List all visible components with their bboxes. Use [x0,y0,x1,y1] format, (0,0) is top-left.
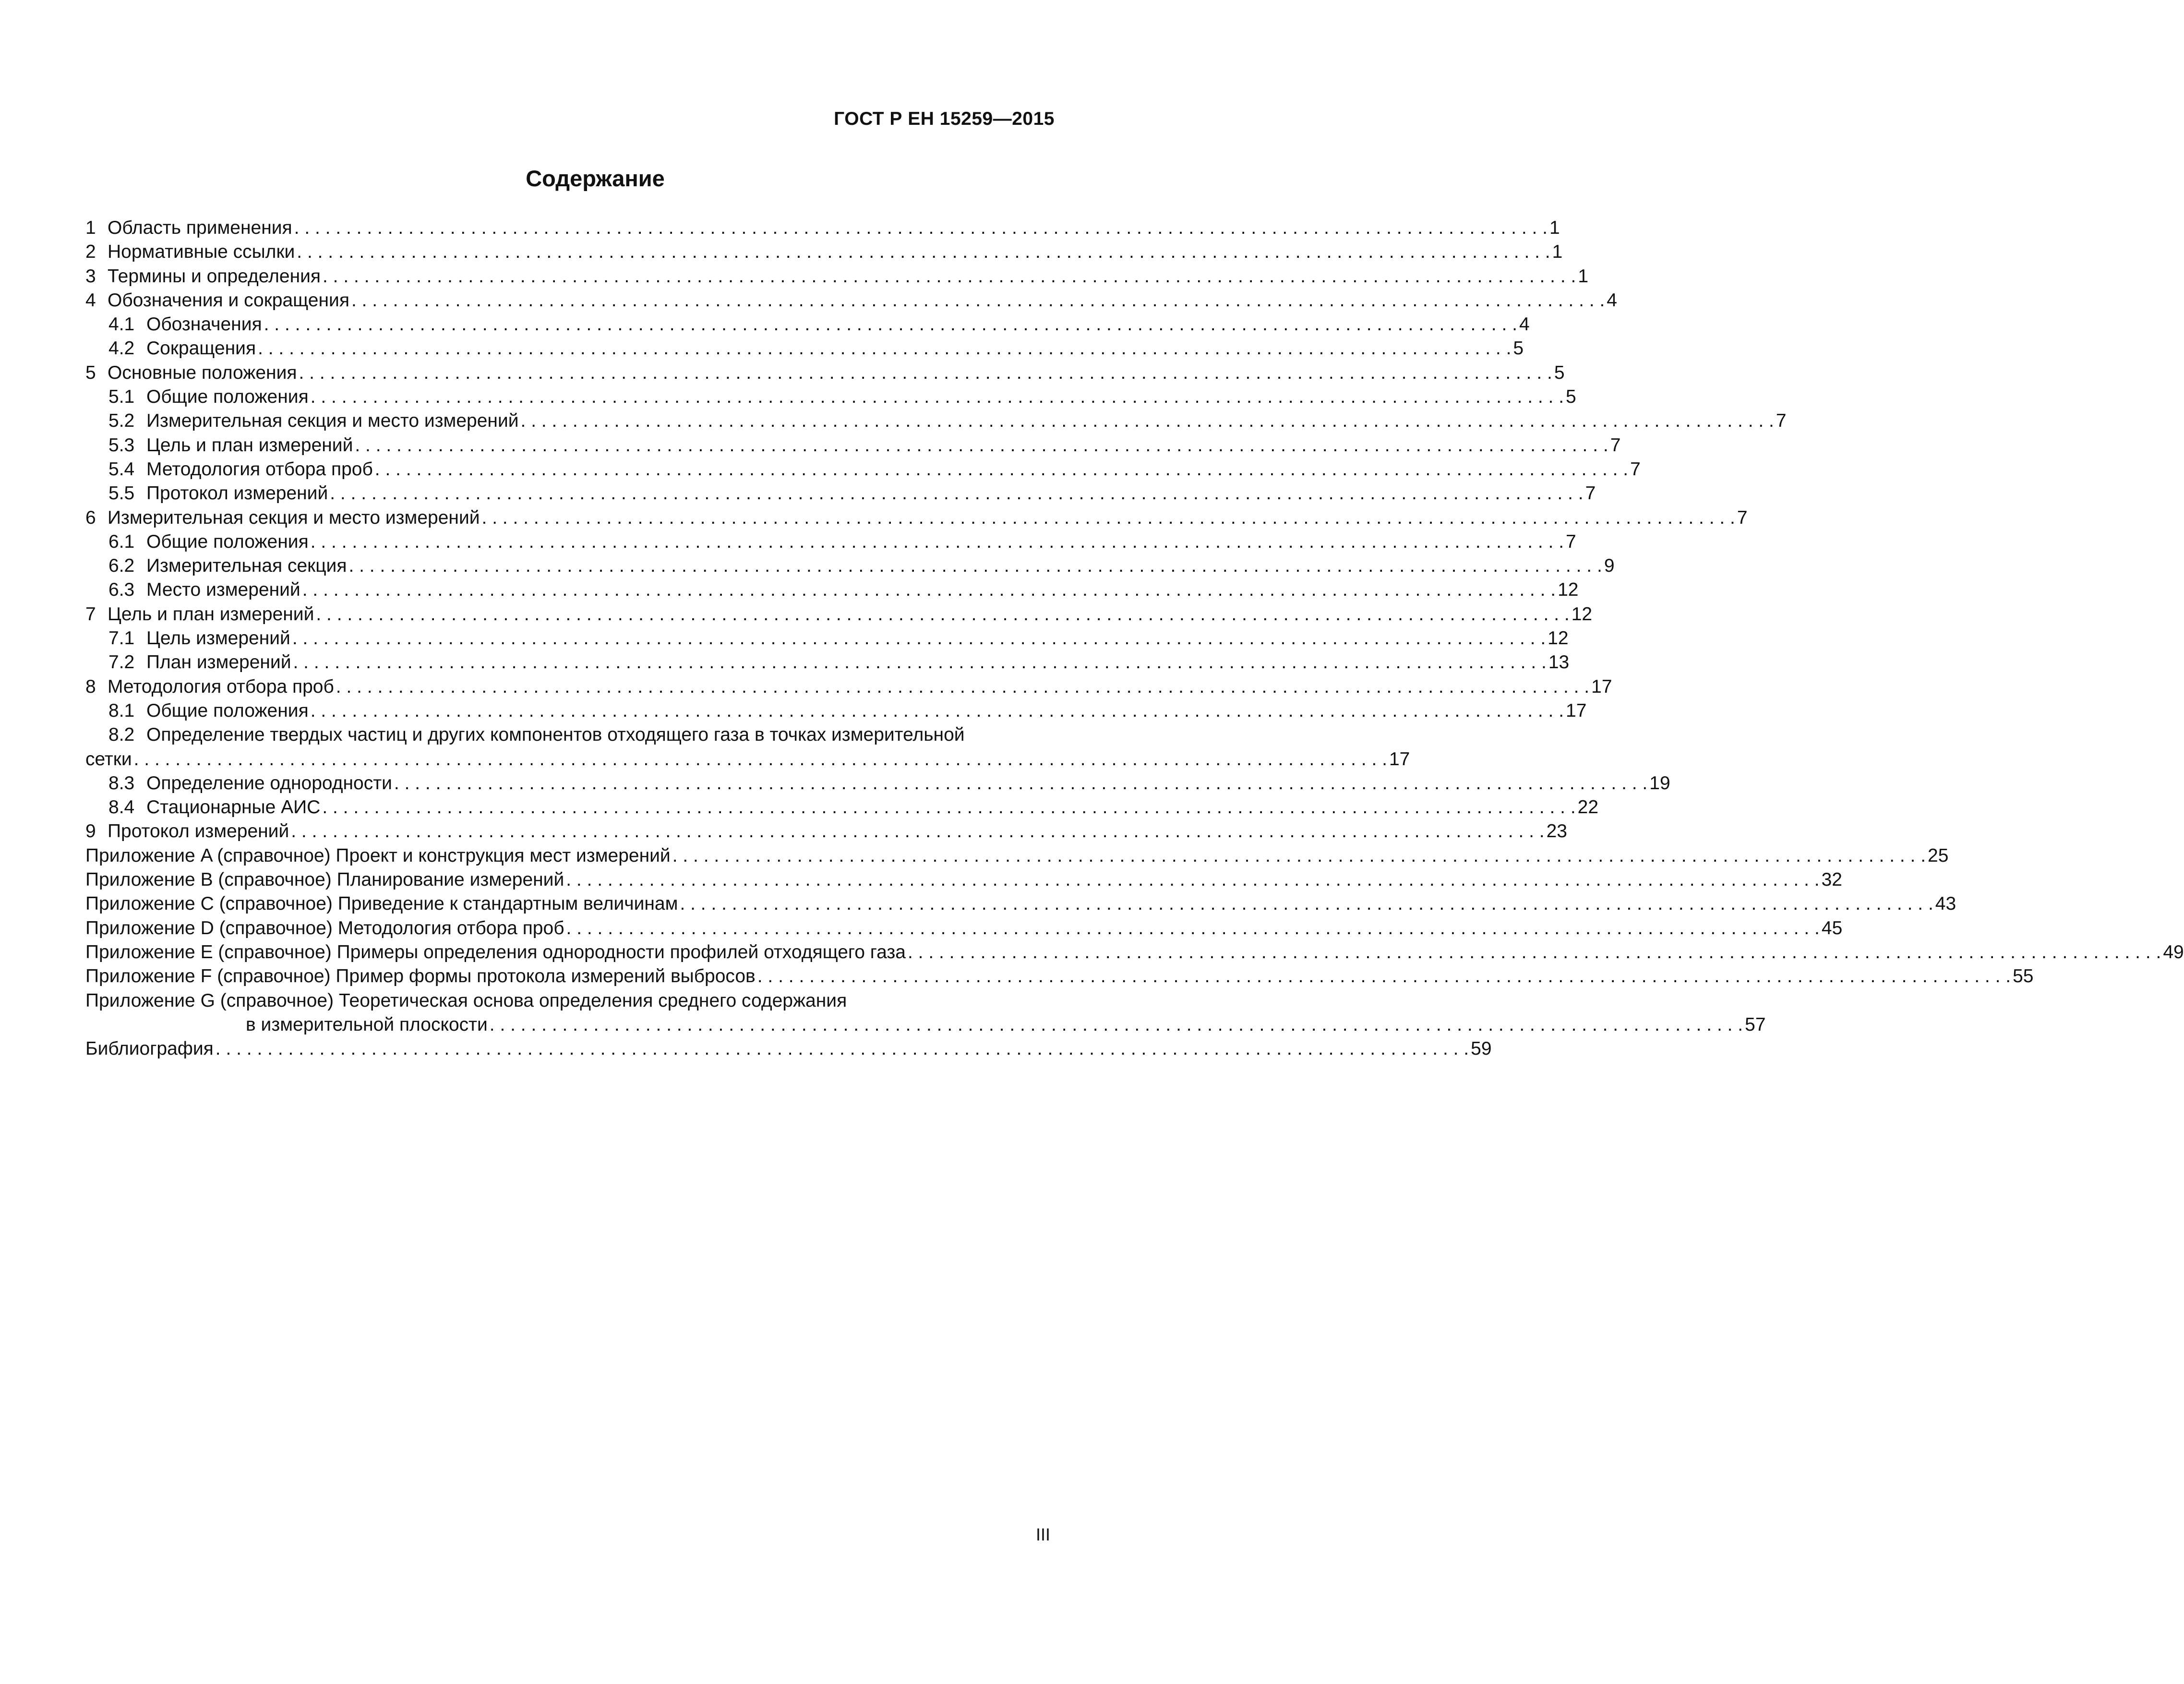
toc-entry-number: 6 [85,507,96,528]
toc-entry-label: Библиография [85,1038,214,1059]
toc-entry-label: Общие положения [146,531,309,552]
toc-leader-dots [490,1013,1743,1037]
toc-entry-number: 7.1 [108,628,135,649]
toc-leader-dots [311,385,1564,409]
toc-entry-number: 8.3 [108,772,135,794]
toc-entry-label: Нормативные ссылки [108,241,295,263]
toc-entry[interactable] [85,771,1670,795]
toc-entry[interactable] [85,626,1569,650]
toc-entry[interactable] [85,506,1748,530]
toc-entry[interactable] [85,457,1641,481]
toc-leader-dots [672,844,1926,868]
toc-leader-dots [680,892,1933,916]
toc-entry-page: 17 [1566,700,1587,721]
toc-entry[interactable] [85,844,1949,868]
toc-leader-dots [291,819,1544,843]
toc-entry-label: Общие положения [146,700,309,721]
toc-entry[interactable] [85,723,1055,747]
toc-entry-number: 6.2 [108,555,135,577]
toc-entry-label: Место измерений [146,579,300,601]
toc-entry-label: Методология отбора проб [108,676,334,697]
toc-entry-label: Измерительная секция [146,555,347,577]
toc-entry[interactable] [85,1013,1766,1037]
toc-entry-label: Цель и план измерений [108,603,314,625]
toc-entry[interactable] [85,481,1596,505]
toc-entry-label: Приложение G (справочное) Теоретическая основа определения среднего содержания [85,990,847,1011]
toc-entry-label: Термины и определения [108,265,321,287]
toc-entry-page: 23 [1546,821,1567,842]
toc-entry-number: 8.1 [108,700,135,721]
toc-entry-number: 3 [85,265,96,287]
toc-entry-label: Обозначения и сокращения [108,289,349,311]
toc-entry-page: 7 [1776,410,1787,432]
toc-entry-page: 12 [1548,628,1569,649]
toc-entry-page: 1 [1552,241,1563,263]
toc-entry-label: Измерительная секция и место измерений [146,410,519,432]
toc-entry-label: Приложение B (справочное) Планирование измерений [85,869,564,890]
toc-entry-page: 19 [1649,772,1670,794]
toc-entry-page: 4 [1519,314,1530,335]
toc-entry-number: 5.2 [108,410,135,432]
toc-entry-page: 4 [1607,289,1617,311]
toc-entry[interactable] [85,216,1560,240]
toc-entry-page: 12 [1571,603,1593,625]
toc-entry[interactable] [85,675,1612,699]
toc-entry[interactable] [85,385,1576,409]
toc-entry-label: Обозначения [146,314,262,335]
toc-entry-label: Основные положения [108,362,297,383]
toc-entry-page: 7 [1610,434,1621,456]
toc-leader-dots [348,554,1602,578]
toc-entry-number: 6.3 [108,579,135,601]
toc-entry-number: 8.4 [108,797,135,818]
toc-entry[interactable] [85,578,1579,602]
toc-entry-label: в измерительной плоскости [246,1014,488,1035]
toc-entry[interactable] [85,240,1563,264]
toc-entry-page: 55 [2013,966,2034,987]
toc-leader-dots [216,1037,1469,1061]
toc-entry[interactable] [85,819,1567,843]
toc-entry-page: 5 [1513,338,1524,359]
toc-entry-number: 1 [85,217,96,238]
toc-leader-dots [351,289,1605,313]
toc-entry[interactable] [85,916,1843,940]
toc-leader-dots [322,795,1575,819]
toc-leader-dots [134,747,1387,771]
toc-entry[interactable] [85,1037,1492,1061]
toc-entry[interactable] [85,650,1570,674]
toc-entry[interactable] [85,964,2034,988]
toc-entry-label: Методология отбора проб [146,458,373,480]
toc-entry-page: 17 [1591,676,1612,697]
toc-leader-dots [302,578,1556,602]
toc-entry-page: 5 [1554,362,1565,383]
toc-entry-label: Измерительная секция и место измерений [108,507,480,528]
toc-entry-page: 45 [1821,917,1843,938]
toc-leader-dots [264,313,1517,337]
toc-entry-number: 8.2 [108,724,135,746]
toc-entry-number: 4.2 [108,338,135,359]
toc-leader-dots [375,457,1628,481]
toc-entry[interactable] [85,989,1055,1013]
toc-leader-dots [311,699,1564,723]
toc-entry-page: 1 [1549,217,1560,238]
table-of-contents [85,216,2184,1061]
toc-entry[interactable] [85,337,1524,361]
toc-entry-label: Приложение A (справочное) Проект и конструкция мест измерений [85,845,671,866]
toc-leader-dots [330,481,1583,505]
toc-entry-number: 4 [85,289,96,311]
toc-entry[interactable] [85,554,1615,578]
toc-entry-label: План измерений [146,652,291,673]
toc-entry-label: Сокращения [146,338,256,359]
toc-entry[interactable] [85,313,1530,337]
toc-entry[interactable] [85,289,1617,313]
toc-entry-label: Область применения [108,217,292,238]
toc-entry[interactable] [85,433,1621,457]
toc-entry-page: 25 [1928,845,1949,866]
toc-entry[interactable] [85,361,1565,385]
toc-leader-dots [566,916,1820,940]
toc-entry-number: 5.3 [108,434,135,456]
toc-leader-dots [316,602,1569,626]
toc-entry-number: 5.5 [108,483,135,504]
toc-entry-label: Цель измерений [146,628,290,649]
toc-leader-dots [394,771,1647,795]
toc-leader-dots [908,940,2161,964]
toc-entry-page: 7 [1630,458,1641,480]
toc-entry-page: 7 [1566,531,1576,552]
toc-leader-dots [258,337,1511,361]
toc-entry[interactable] [85,699,1587,723]
toc-entry[interactable] [85,530,1576,554]
toc-entry-page: 1 [1578,265,1589,287]
toc-entry-number: 5.4 [108,458,135,480]
toc-entry-label: Протокол измерений [108,821,289,842]
toc-leader-dots [311,530,1564,554]
toc-entry-number: 9 [85,821,96,842]
toc-leader-dots [355,433,1608,457]
toc-entry-page: 5 [1566,386,1576,408]
toc-entry-page: 12 [1558,579,1579,601]
toc-entry-page: 7 [1585,483,1596,504]
toc-leader-dots [292,626,1546,650]
toc-leader-dots [297,240,1550,264]
toc-entry[interactable] [85,602,1593,626]
toc-leader-dots [294,216,1548,240]
toc-entry-page: 59 [1471,1038,1492,1059]
toc-entry-page: 32 [1821,869,1842,890]
toc-entry[interactable] [85,795,1599,819]
page-number: III [1035,1525,1050,1544]
toc-entry[interactable] [85,265,1589,289]
toc-leader-dots [521,409,1774,433]
toc-leader-dots [299,361,1552,385]
toc-entry-label: Определение однородности [146,772,392,794]
toc-leader-dots [336,675,1589,699]
toc-entry-label: сетки [85,748,132,770]
toc-leader-dots [482,506,1735,530]
toc-entry-number: 5.1 [108,386,135,408]
toc-entry-label: Определение твердых частиц и других компонентов отходящего газа в точках измерительной [146,724,965,746]
toc-entry-number: 4.1 [108,314,135,335]
toc-entry-number: 7.2 [108,652,135,673]
toc-entry[interactable] [85,868,1842,892]
toc-entry-label: Приложение E (справочное) Примеры определения однородности профилей отходящего газа [85,941,906,962]
toc-entry-label: Протокол измерений [146,483,328,504]
toc-entry-number: 8 [85,676,96,697]
toc-entry-label: Общие положения [146,386,309,408]
toc-entry-label: Стационарные АИС [146,797,321,818]
document-code: ГОСТ Р ЕН 15259—2015 [834,108,1055,129]
toc-entry-label: Приложение C (справочное) Приведение к стандартным величинам [85,893,678,914]
toc-entry-page: 7 [1737,507,1748,528]
toc-entry[interactable] [85,409,1787,433]
toc-entry-number: 5 [85,362,96,383]
toc-entry-page: 57 [1745,1014,1766,1035]
page-title: Содержание [526,166,665,191]
toc-entry-page: 43 [1935,893,1956,914]
toc-entry[interactable] [85,940,2184,964]
toc-entry-label: Приложение F (справочное) Пример формы протокола измерений выбросов [85,966,756,987]
toc-entry-page: 22 [1577,797,1599,818]
toc-leader-dots [293,650,1547,674]
toc-entry-page: 17 [1389,748,1410,770]
toc-entry-label: Приложение D (справочное) Методология отбора проб [85,917,564,938]
toc-entry-label: Цель и план измерений [146,434,353,456]
toc-entry-page: 49 [2163,941,2184,962]
toc-leader-dots [323,265,1576,289]
toc-entry-number: 2 [85,241,96,263]
toc-entry-number: 6.1 [108,531,135,552]
toc-entry-page: 13 [1548,652,1570,673]
toc-entry[interactable] [85,892,1956,916]
toc-leader-dots [757,964,2011,988]
toc-entry-page: 9 [1604,555,1615,577]
toc-entry-number: 7 [85,603,96,625]
toc-leader-dots [566,868,1819,892]
toc-entry[interactable] [85,747,1410,771]
